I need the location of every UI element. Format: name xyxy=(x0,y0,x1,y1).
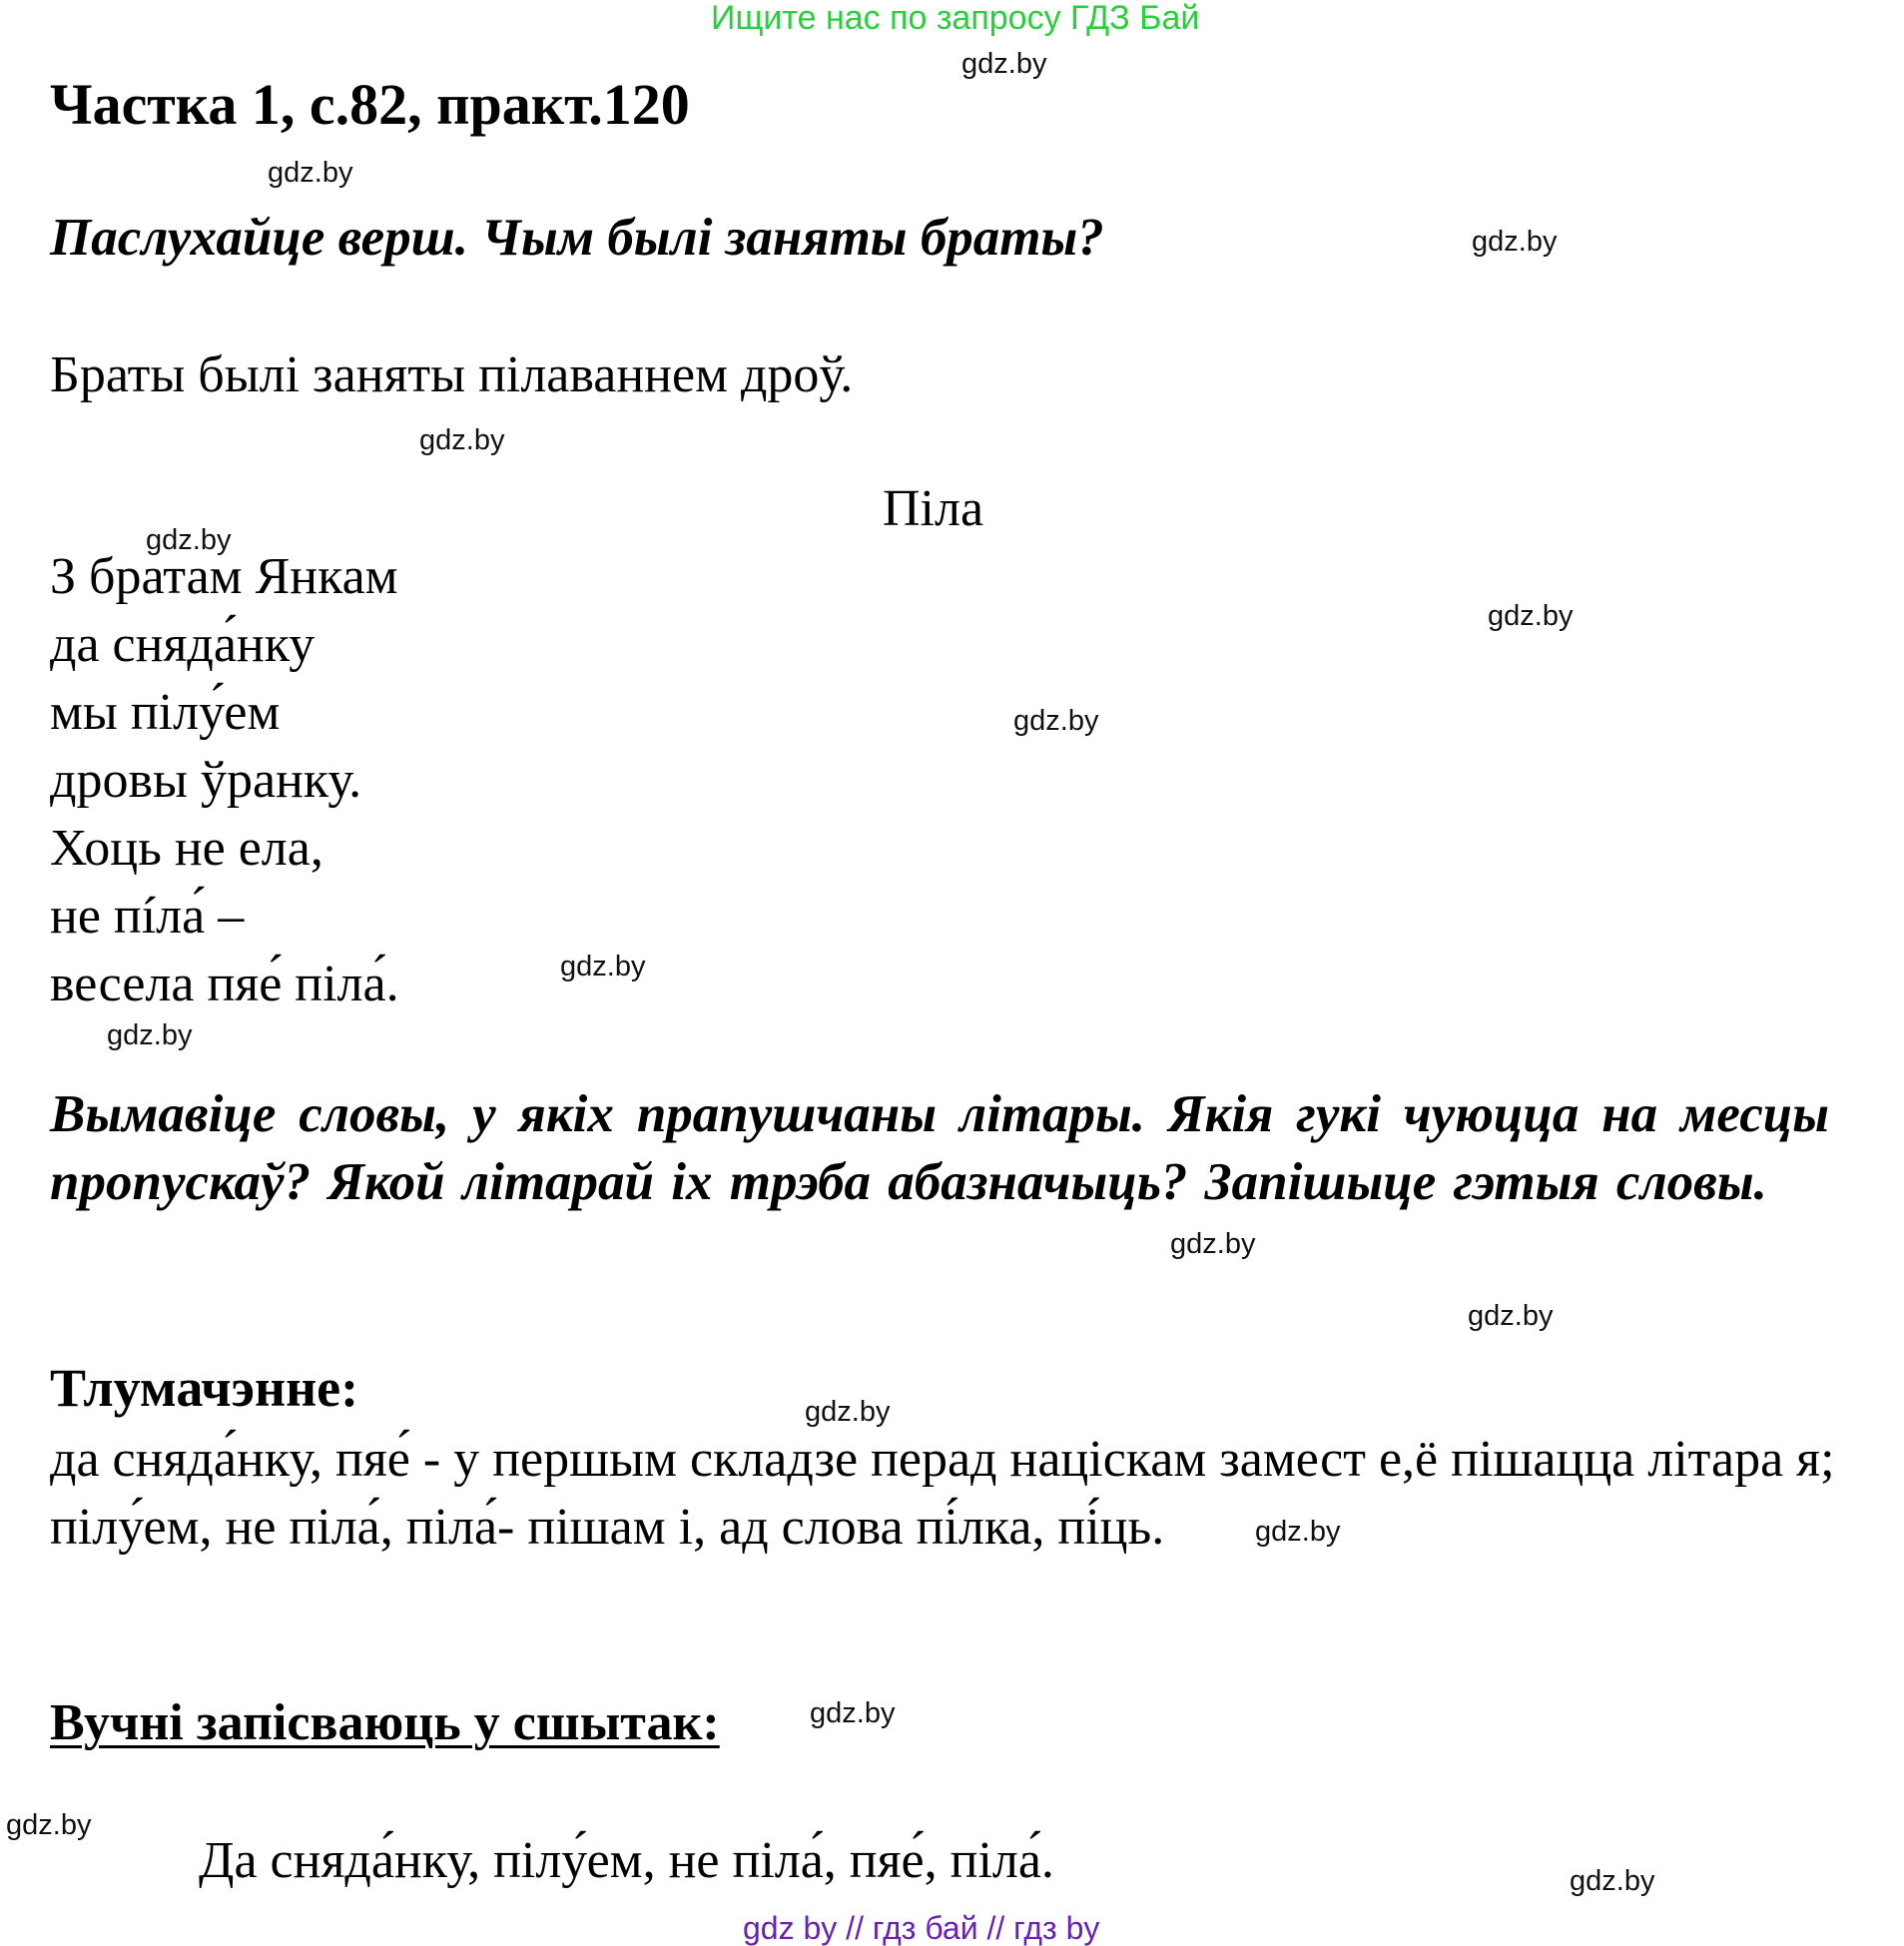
task-2: Вымавіце словы, у якіх прапушчаны літары. Якія гукі чуюцца на месцы пропускаў? Якой літарай іх трэба абазначыць? Запішыце гэтыя словы. xyxy=(50,1085,1829,1211)
watermark: gdz.by xyxy=(805,1396,891,1428)
poem-line: дровы ўранку. xyxy=(50,752,362,809)
search-banner: Ищите нас по запросу ГДЗ Бай xyxy=(711,0,1200,37)
watermark: gdz.by xyxy=(6,1809,92,1841)
poem-line: Хоць не ела, xyxy=(50,820,323,877)
watermark: gdz.by xyxy=(810,1697,896,1729)
poem-title: Піла xyxy=(883,480,984,537)
watermark: gdz.by xyxy=(419,424,505,456)
poem-line: мы пілу́ем xyxy=(50,684,281,741)
watermark: gdz.by xyxy=(961,48,1047,80)
poem-line: не пíла́ – xyxy=(50,888,245,945)
task-1: Паслухайце верш. Чым былі заняты браты? xyxy=(50,209,1104,267)
watermark: gdz.by xyxy=(146,524,232,556)
poem-line: З братам Янкам xyxy=(50,548,398,605)
watermark: gdz.by xyxy=(1468,1300,1554,1332)
explanation-line-2: пілу́ем, не піла́, піла́- пішам і, ад слова пі́лка, пі́ць. xyxy=(50,1499,1165,1556)
page-title: Частка 1, с.82, практ.120 xyxy=(50,72,690,137)
notebook-text: Да сняда́нку, пілу́ем, не піла́, пяе́, піла́. xyxy=(199,1832,1054,1889)
watermark: gdz.by xyxy=(1013,705,1099,737)
watermark: gdz.by xyxy=(268,157,353,189)
explanation-body xyxy=(50,1426,1847,1562)
answer-1: Браты былі заняты пілаваннем дроў. xyxy=(50,346,854,403)
watermark: gdz.by xyxy=(1170,1228,1256,1260)
watermark: gdz.by xyxy=(1570,1865,1655,1897)
watermark: gdz.by xyxy=(1255,1516,1341,1548)
poem-line: да сняда́нку xyxy=(50,616,316,673)
explanation-heading: Тлумачэнне: xyxy=(50,1358,359,1418)
explanation-line-1: да сняда́нку, пяе́ - у першым складзе перад націскам замест е,ё пішацца літара я; xyxy=(50,1431,1835,1488)
notebook-heading: Вучні запісваюць у сшытак: xyxy=(50,1694,720,1751)
watermark: gdz.by xyxy=(560,951,646,982)
poem-line: весела пяе́ піла́. xyxy=(50,956,399,1012)
watermark: gdz.by xyxy=(1472,226,1558,258)
footer-watermark: gdz by // гдз бай // гдз by xyxy=(743,1910,1100,1946)
watermark: gdz.by xyxy=(107,1019,193,1051)
watermark: gdz.by xyxy=(1488,600,1574,632)
